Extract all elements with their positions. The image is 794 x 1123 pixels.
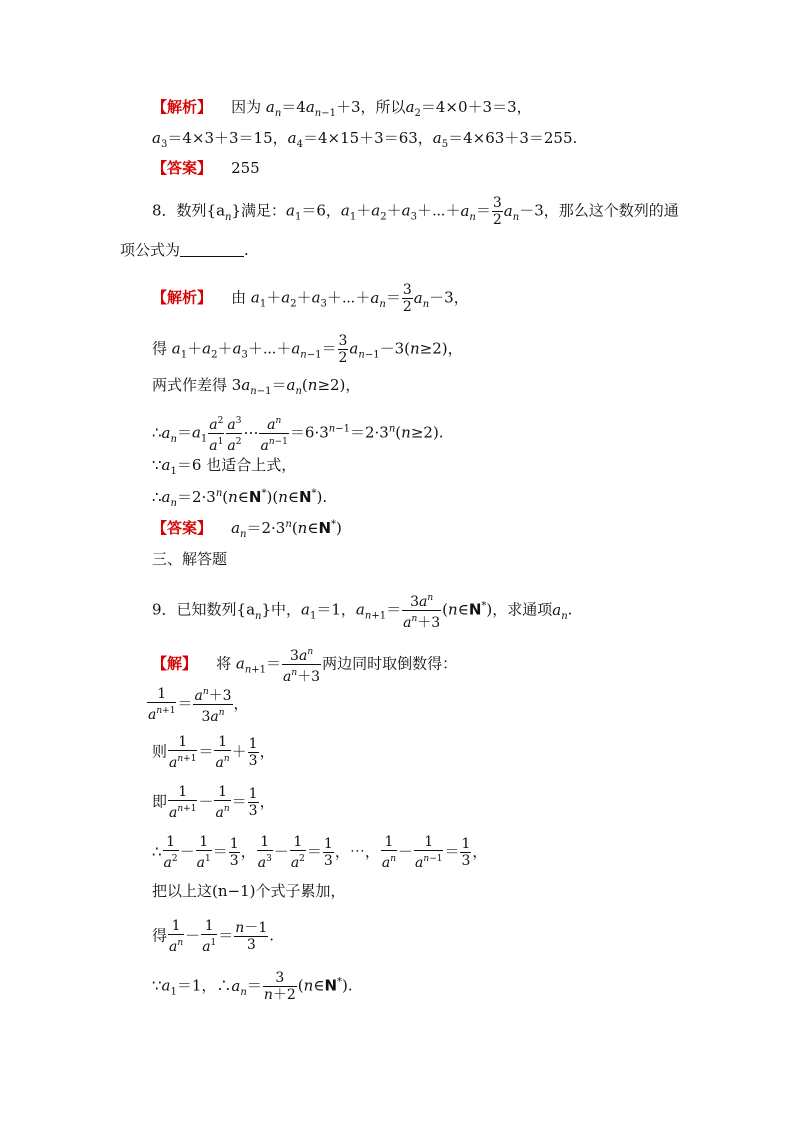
- analysis-label: 【解析】: [152, 98, 213, 116]
- q8-solution-line6: $\therefore a_n=2\cdot 3^n(n\in N^*)(n\in N^*)$.: [152, 488, 328, 509]
- fraction: $\frac{3}{2}$: [492, 195, 502, 228]
- q9-solution-line6: 把以上这(n−1)个式子累加，: [152, 882, 346, 900]
- q8-stem-line2: 项公式为 .: [120, 241, 249, 259]
- q8-stem: 8．数列$\{a_n\}$满足：$a_1=6$，$a_1+a_2+a_3+\cdots+a_n=$ $\frac{3}{2}$ $a_n-3$，那么这个数列的通: [152, 195, 679, 228]
- answer-label: 【答案】: [152, 159, 213, 177]
- q8-solution-line2: 得 $a_1+a_2+a_3+\cdots+a_{n-1}=$ $\frac{3}{2}$ $a_{n-1}-3(n\ge 2)$，: [152, 333, 463, 366]
- q7-solution-line2: $a_3=4\times 3+3=15$，$a_4=4\times 15+3=63$，$a_5=4\times 63+3=255$.: [152, 129, 578, 150]
- q9-solution-line5: ∴ $\frac{1}{a^2}$ － $\frac{1}{a^1}$ ＝ $\frac{1}{3}$ ， $\frac{1}{a^3}$ － $\frac{1}{a^2}$ ＝ $\frac{1}{3}$ ，⋯， $\frac{1}{a^n}$ － $\frac{1}{a^{n-1}}$ ＝ $\frac{1}{3}$ ，: [152, 834, 488, 871]
- q8-solution-line1: 【解析】 由 $a_1+a_2+a_3+\cdots+a_n=$ $\frac{3}{2}$ $a_n-3$，: [152, 282, 469, 315]
- q9-solution-line3: 则 $\frac{1}{a^{n+1}}$ ＝ $\frac{1}{a^n}$ ＋ $\frac{1}{3}$ ，: [152, 734, 275, 771]
- section-title: 三、解答题: [152, 550, 228, 568]
- q7-answer: 【答案】 255: [152, 159, 260, 177]
- q9-solution-line8: $\because a_1=1$，$\therefore a_n=$ $\frac{3}{n+2}$ (n∈N*).: [152, 970, 353, 1003]
- q9-solution-line7: 得 $\frac{1}{a^n}$ － $\frac{1}{a^1}$ ＝ $\frac{n-1}{3}$ .: [152, 918, 275, 955]
- q7-solution-line1: 【解析】 因为 $a_n=4a_{n-1}+3$，所以$a_2=4\times 0+3=3$，: [152, 98, 532, 119]
- q9-solution-line2: $\frac{1}{a^{n+1}}$ ＝ $\frac{a^n+3}{3a^n}$ ，: [148, 686, 249, 725]
- q9-stem: 9．已知数列$\{a_n\}$中，$a_1=1$，$a_{n+1}=$ $\frac{3a^n}{a^n+3}$ (n∈N*)，求通项$a_n$.: [152, 590, 572, 631]
- q8-solution-line5: $\because a_1=6$ 也适合上式，: [152, 456, 297, 477]
- q9-solution-line1: 【解】 将 $a_{n+1}=$ $\frac{3a^n}{a^n+3}$ 两边同时取倒数得：: [152, 644, 457, 685]
- answer-blank: [180, 242, 244, 257]
- q8-solution-line4: $\therefore a_n=a_1$ $\frac{a^2}{a^1}$ $\frac{a^3}{a^2}$ ⋯ $\frac{a^n}{a^{n-1}}$ $=6\cdot 3^{n-1}=2\cdot 3^n(n\ge 2)$.: [152, 413, 444, 454]
- q9-solution-line4: 即 $\frac{1}{a^{n+1}}$ － $\frac{1}{a^n}$ ＝ $\frac{1}{3}$ ，: [152, 784, 275, 821]
- q8-answer: 【答案】 $a_n=2\cdot 3^n(n\in N^*)$: [152, 519, 342, 540]
- q8-solution-line3: 两式作差得 $3a_{n-1}=a_n(n\ge 2)$，: [152, 376, 361, 397]
